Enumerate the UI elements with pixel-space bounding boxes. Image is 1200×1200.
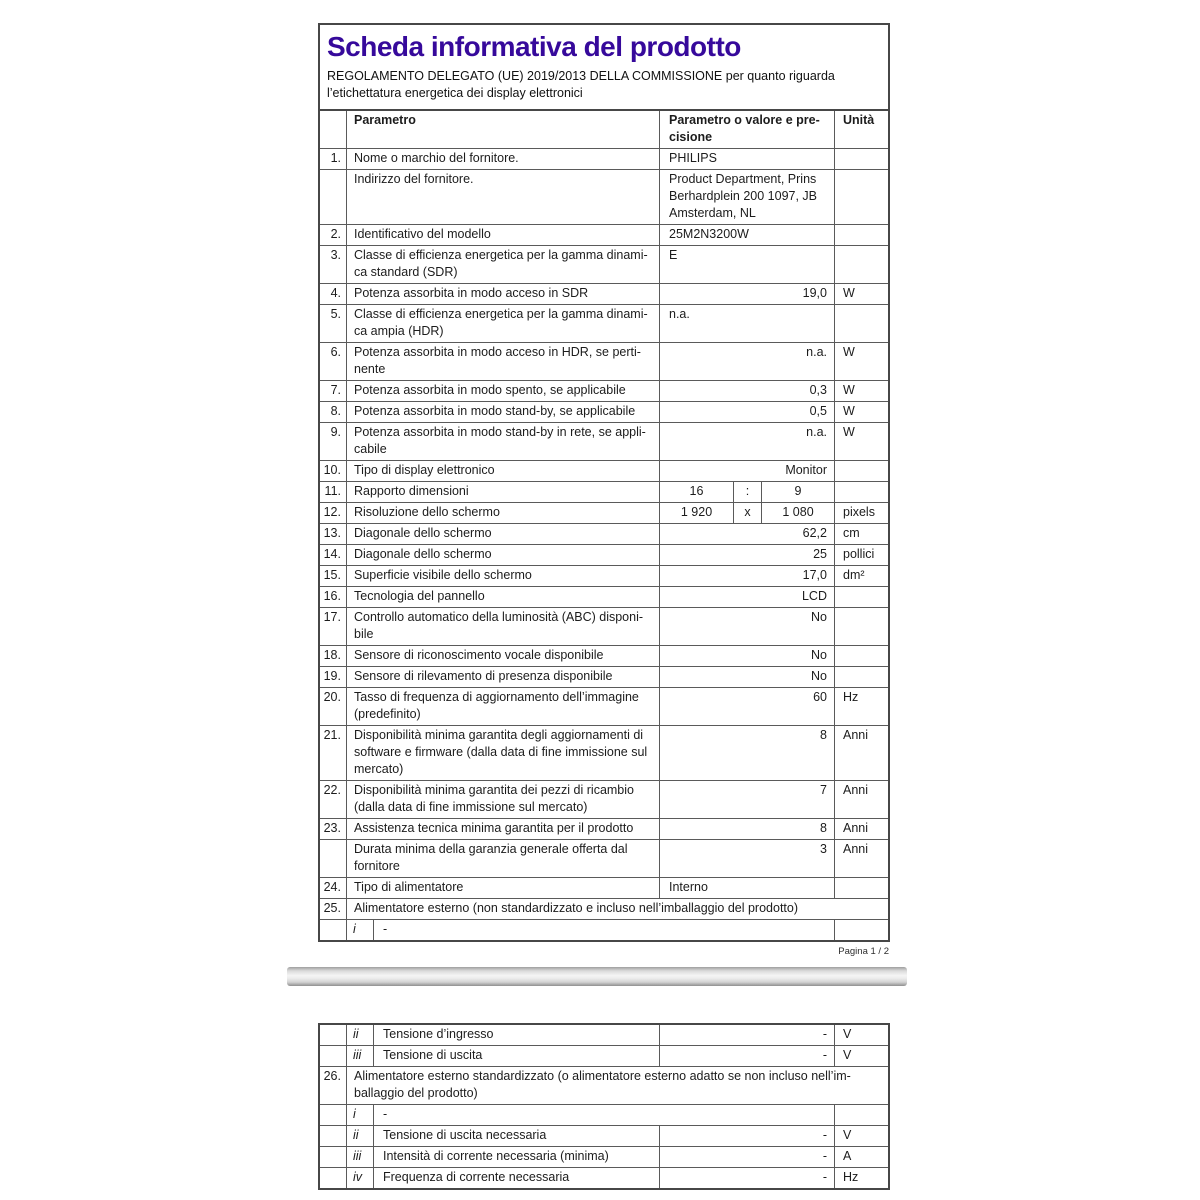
sub-index-cell: i (347, 920, 374, 940)
row-number-cell: 8. (320, 402, 347, 422)
row-number-cell: 23. (320, 819, 347, 839)
unit-cell: Anni (843, 783, 869, 797)
sub-index-cell: iii (347, 1046, 374, 1066)
unit-cell: Hz (843, 690, 859, 704)
column-header-value: Parametro o valore e pre-cisione (660, 111, 835, 148)
row-number-cell: 25. (320, 899, 347, 919)
table-row (320, 169, 888, 224)
page-separator-bar (287, 967, 907, 986)
parameter-label: Alimentatore esterno standardizzato (o alimentatore esterno adatto se non incluso nell’im-ballaggio del prodotto) (354, 1069, 851, 1100)
value-cell: 60 (660, 688, 835, 725)
unit-cell (835, 461, 892, 481)
parameter-label: Disponibilità minima garantita dei pezzi di ricambio (dalla data di fine immissione sul mercato) (347, 781, 660, 818)
value-cell: Interno (660, 878, 835, 898)
value-separator-cell: : (734, 482, 762, 502)
unit-cell (835, 149, 892, 169)
value-cell: 1 920 (660, 503, 734, 523)
table-row (320, 1104, 888, 1125)
unit-cell: Hz (843, 1170, 859, 1184)
parameter-label: Assistenza tecnica minima garantita per il prodotto (347, 819, 660, 839)
unit-cell: V (843, 1027, 852, 1041)
value-cell: 25 (660, 545, 835, 565)
unit-cell (835, 878, 892, 898)
row-number-cell: 4. (320, 284, 347, 304)
row-number-cell: 6. (320, 343, 347, 380)
row-number-cell: 14. (320, 545, 347, 565)
row-number-cell: 19. (320, 667, 347, 687)
table-row (320, 148, 888, 169)
unit-cell (835, 482, 892, 502)
unit-cell (835, 246, 892, 283)
table-row (320, 1045, 888, 1066)
row-number-cell (320, 170, 347, 224)
value-cell: Monitor (660, 461, 835, 481)
unit-cell (835, 305, 892, 342)
value-cell: 1 080 (762, 503, 835, 523)
parameter-label: Disponibilità minima garantita degli aggiornamenti di software e firmware (dalla data di fine immissione sul mercato) (347, 726, 660, 780)
value-cell: 16 (660, 482, 734, 502)
table-row (320, 1146, 888, 1167)
sub-index-cell: ii (347, 1126, 374, 1146)
table-row (320, 839, 888, 877)
unit-cell: pollici (843, 547, 875, 561)
unit-cell (835, 587, 892, 607)
row-number-cell: 13. (320, 524, 347, 544)
table-row (320, 780, 888, 818)
row-number-cell: 5. (320, 305, 347, 342)
fiche-page-2 (318, 1023, 890, 1190)
table-row (320, 304, 888, 342)
column-header-parameter: Parametro (347, 111, 660, 148)
table-row (320, 460, 888, 481)
row-number-cell (320, 1168, 347, 1188)
parameter-label: Tecnologia del pannello (347, 587, 660, 607)
table-row (320, 818, 888, 839)
row-number-cell (320, 840, 347, 877)
row-number-cell: 18. (320, 646, 347, 666)
value-cell: 62,2 (660, 524, 835, 544)
unit-cell (835, 646, 892, 666)
row-number-cell: 24. (320, 878, 347, 898)
sub-index-cell: i (347, 1105, 374, 1125)
unit-cell: W (843, 425, 855, 439)
table-row (320, 1025, 888, 1045)
parameter-label: Identificativo del modello (347, 225, 660, 245)
unit-cell: W (843, 345, 855, 359)
table-row (320, 380, 888, 401)
value-cell: - (374, 1105, 835, 1125)
parameter-label: Tensione d’ingresso (374, 1025, 660, 1045)
row-number-cell: 1. (320, 149, 347, 169)
unit-cell: Anni (843, 842, 869, 856)
value-cell: 0,5 (660, 402, 835, 422)
parameter-label: Rapporto dimensioni (347, 482, 660, 502)
parameter-label: Tensione di uscita (374, 1046, 660, 1066)
unit-cell: cm (843, 526, 860, 540)
value-cell: - (374, 920, 835, 940)
table-row (320, 666, 888, 687)
value-cell: 3 (660, 840, 835, 877)
value-cell: n.a. (660, 343, 835, 380)
parameter-label: Tipo di display elettronico (347, 461, 660, 481)
row-number-cell: 20. (320, 688, 347, 725)
value-cell: E (660, 246, 835, 283)
parameter-label: Alimentatore esterno (non standardizzato e incluso nell’imballaggio del prodotto) (354, 901, 799, 915)
unit-cell: Anni (843, 821, 869, 835)
row-number-cell: 11. (320, 482, 347, 502)
row-number-cell: 26. (320, 1067, 347, 1104)
row-number-cell: 16. (320, 587, 347, 607)
sub-index-cell: ii (347, 1025, 374, 1045)
page-number-label: Pagina 1 / 2 (838, 946, 889, 957)
parameter-label: Potenza assorbita in modo stand-by, se applicabile (347, 402, 660, 422)
value-cell: 25M2N3200W (660, 225, 835, 245)
row-number-cell (320, 1126, 347, 1146)
value-cell: - (660, 1168, 835, 1188)
row-number-cell (320, 1025, 347, 1045)
product-parameters-table-page2 (318, 1023, 890, 1190)
unit-cell (835, 170, 892, 224)
value-cell: n.a. (660, 423, 835, 460)
unit-cell: V (843, 1048, 852, 1062)
table-row (320, 1125, 888, 1146)
row-number-cell: 12. (320, 503, 347, 523)
parameter-label: Potenza assorbita in modo spento, se applicabile (347, 381, 660, 401)
unit-cell (835, 920, 892, 940)
row-number-cell: 7. (320, 381, 347, 401)
parameter-label: Diagonale dello schermo (347, 524, 660, 544)
row-number-cell: 21. (320, 726, 347, 780)
value-cell: 7 (660, 781, 835, 818)
fiche-page-1 (318, 23, 890, 957)
parameter-label: Sensore di rilevamento di presenza disponibile (347, 667, 660, 687)
parameter-label: Classe di efficienza energetica per la gamma dinami-ca ampia (HDR) (347, 305, 660, 342)
table-row (320, 401, 888, 422)
table-row (320, 224, 888, 245)
row-number-cell: 2. (320, 225, 347, 245)
row-number-cell: 15. (320, 566, 347, 586)
row-number-cell: 3. (320, 246, 347, 283)
row-number-cell: 9. (320, 423, 347, 460)
parameter-label: Tasso di frequenza di aggiornamento dell’immagine (predefinito) (347, 688, 660, 725)
product-parameters-table-page1 (318, 111, 890, 942)
value-separator-cell: x (734, 503, 762, 523)
parameter-label: Potenza assorbita in modo acceso in SDR (347, 284, 660, 304)
row-number-cell (320, 920, 347, 940)
sub-index-cell: iv (347, 1168, 374, 1188)
parameter-label: Frequenza di corrente necessaria (374, 1168, 660, 1188)
page-title: Scheda informativa del prodotto (327, 31, 741, 62)
value-cell: 9 (762, 482, 835, 502)
value-cell: 8 (660, 726, 835, 780)
unit-cell: W (843, 286, 855, 300)
table-row (320, 502, 888, 523)
parameter-label: Controllo automatico della luminosità (ABC) disponi-bile (347, 608, 660, 645)
table-row (320, 111, 888, 148)
row-number-cell (320, 1147, 347, 1167)
value-cell: 19,0 (660, 284, 835, 304)
parameter-label: Tipo di alimentatore (347, 878, 660, 898)
column-header-unit: Unità (843, 113, 875, 127)
row-number-cell: 10. (320, 461, 347, 481)
parameter-label: Classe di efficienza energetica per la gamma dinami-ca standard (SDR) (347, 246, 660, 283)
parameter-label: Diagonale dello schermo (347, 545, 660, 565)
unit-cell: V (843, 1128, 852, 1142)
value-cell: No (660, 608, 835, 645)
unit-cell: A (843, 1149, 852, 1163)
parameter-label: Tensione di uscita necessaria (374, 1126, 660, 1146)
table-row (320, 877, 888, 898)
table-row (320, 283, 888, 304)
unit-cell: Anni (843, 728, 869, 742)
table-row (320, 481, 888, 502)
table-row (320, 607, 888, 645)
unit-cell: dm² (843, 568, 865, 582)
table-row (320, 422, 888, 460)
sub-index-cell: iii (347, 1147, 374, 1167)
unit-cell (835, 225, 892, 245)
table-row (320, 687, 888, 725)
value-cell: Product Department, Prins Berhardplein 200 1097, JB Amsterdam, NL (660, 170, 835, 224)
value-cell: n.a. (660, 305, 835, 342)
row-number-cell (320, 1046, 347, 1066)
table-row (320, 245, 888, 283)
table-row (320, 342, 888, 380)
regulation-subtitle: REGOLAMENTO DELEGATO (UE) 2019/2013 DELLA COMMISSIONE per quanto riguarda l’etichettatura energetica dei display elettronici (327, 69, 835, 100)
value-cell: - (660, 1147, 835, 1167)
value-cell: 8 (660, 819, 835, 839)
table-row (320, 919, 888, 940)
parameter-label: Indirizzo del fornitore. (347, 170, 660, 224)
unit-cell (835, 608, 892, 645)
row-number-cell (320, 1105, 347, 1125)
value-cell: - (660, 1046, 835, 1066)
table-row (320, 565, 888, 586)
parameter-label: Nome o marchio del fornitore. (347, 149, 660, 169)
parameter-label: Intensità di corrente necessaria (minima) (374, 1147, 660, 1167)
value-cell: No (660, 667, 835, 687)
row-number-cell: 22. (320, 781, 347, 818)
unit-cell (835, 667, 892, 687)
unit-cell: W (843, 383, 855, 397)
value-cell: 0,3 (660, 381, 835, 401)
value-cell: - (660, 1126, 835, 1146)
unit-cell: W (843, 404, 855, 418)
row-number-cell (320, 111, 347, 148)
value-cell: LCD (660, 587, 835, 607)
unit-cell: pixels (843, 505, 875, 519)
row-number-cell: 17. (320, 608, 347, 645)
table-row (320, 1167, 888, 1188)
value-cell: 17,0 (660, 566, 835, 586)
parameter-label: Potenza assorbita in modo acceso in HDR, se perti-nente (347, 343, 660, 380)
parameter-label: Sensore di riconoscimento vocale disponibile (347, 646, 660, 666)
value-cell: - (660, 1025, 835, 1045)
parameter-label: Durata minima della garanzia generale offerta dal fornitore (347, 840, 660, 877)
title-box (318, 23, 890, 111)
table-row (320, 586, 888, 607)
parameter-label: Risoluzione dello schermo (347, 503, 660, 523)
value-cell: PHILIPS (660, 149, 835, 169)
parameter-label: Superficie visibile dello schermo (347, 566, 660, 586)
table-row (320, 645, 888, 666)
table-row (320, 544, 888, 565)
value-cell: No (660, 646, 835, 666)
table-row (320, 523, 888, 544)
unit-cell (835, 1105, 892, 1125)
parameter-label: Potenza assorbita in modo stand-by in rete, se appli-cabile (347, 423, 660, 460)
table-row (320, 725, 888, 780)
table-row (320, 898, 888, 919)
table-row (320, 1066, 888, 1104)
